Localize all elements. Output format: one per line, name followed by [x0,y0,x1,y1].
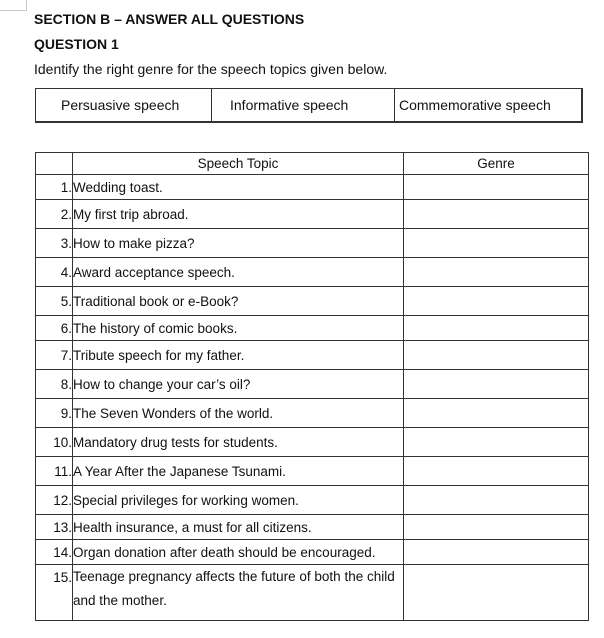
row-genre-answer-cell[interactable] [404,200,589,229]
row-genre-answer-cell[interactable] [404,229,589,258]
row-genre-answer-cell[interactable] [404,457,589,486]
table-row [36,399,589,428]
table-row [36,370,589,399]
row-genre-answer-cell[interactable] [404,399,589,428]
table-row [36,341,589,370]
row-speech-topic: My first trip abroad. [73,200,404,229]
row-genre-answer-cell[interactable] [404,515,589,540]
table-row [36,175,589,200]
row-speech-topic: A Year After the Japanese Tsunami. [73,457,404,486]
table-row [36,565,589,621]
row-number: 6. [36,316,73,341]
row-number: 14. [36,540,73,565]
row-number: 9. [36,399,73,428]
genre-option-informative: Informative speech [212,89,395,121]
header-genre: Genre [404,153,589,175]
instruction-text: Identify the right genre for the speech topics given below. [34,61,388,77]
row-speech-topic: The history of comic books. [73,316,404,341]
table-row [36,229,589,258]
table-row [36,457,589,486]
table-header-row [36,153,589,175]
table-row [36,287,589,316]
row-genre-answer-cell[interactable] [404,370,589,399]
row-speech-topic: Tribute speech for my father. [73,341,404,370]
question-title: QUESTION 1 [34,36,119,52]
row-speech-topic: Special privileges for working women. [73,486,404,515]
row-number: 3. [36,229,73,258]
row-speech-topic: Organ donation after death should be encouraged. [73,540,404,565]
row-number: 13. [36,515,73,540]
row-speech-topic: The Seven Wonders of the world. [73,399,404,428]
genre-option-persuasive: Persuasive speech [36,89,212,121]
row-speech-topic: How to change your car’s oil? [73,370,404,399]
table-row [36,428,589,457]
table-row [36,200,589,229]
row-speech-topic: Teenage pregnancy affects the future of both the child and the mother. [73,565,404,621]
table-row [36,515,589,540]
table-row [36,316,589,341]
speech-topics-table [35,152,589,621]
header-number [36,153,73,175]
row-genre-answer-cell[interactable] [404,316,589,341]
row-genre-answer-cell[interactable] [404,486,589,515]
row-number: 8. [36,370,73,399]
row-genre-answer-cell[interactable] [404,175,589,200]
row-number: 2. [36,200,73,229]
genre-options-box [35,88,583,123]
row-genre-answer-cell[interactable] [404,540,589,565]
header-speech-topic: Speech Topic [73,153,404,175]
row-number: 10. [36,428,73,457]
section-title: SECTION B – ANSWER ALL QUESTIONS [34,11,305,27]
row-number: 4. [36,258,73,287]
row-genre-answer-cell[interactable] [404,428,589,457]
row-speech-topic: Award acceptance speech. [73,258,404,287]
table-row [36,486,589,515]
row-genre-answer-cell[interactable] [404,258,589,287]
row-speech-topic: Wedding toast. [73,175,404,200]
row-number: 5. [36,287,73,316]
row-number: 7. [36,341,73,370]
row-genre-answer-cell[interactable] [404,287,589,316]
row-number: 15. [36,565,73,621]
page-corner-mark [0,0,27,11]
row-speech-topic: Traditional book or e-Book? [73,287,404,316]
table-row [36,540,589,565]
row-number: 11. [36,457,73,486]
genre-option-commemorative: Commemorative speech [399,97,551,113]
row-number: 12. [36,486,73,515]
row-number: 1. [36,175,73,200]
row-speech-topic: Mandatory drug tests for students. [73,428,404,457]
row-speech-topic: How to make pizza? [73,229,404,258]
row-genre-answer-cell[interactable] [404,565,589,621]
row-speech-topic: Health insurance, a must for all citizens. [73,515,404,540]
row-genre-answer-cell[interactable] [404,341,589,370]
table-row [36,258,589,287]
